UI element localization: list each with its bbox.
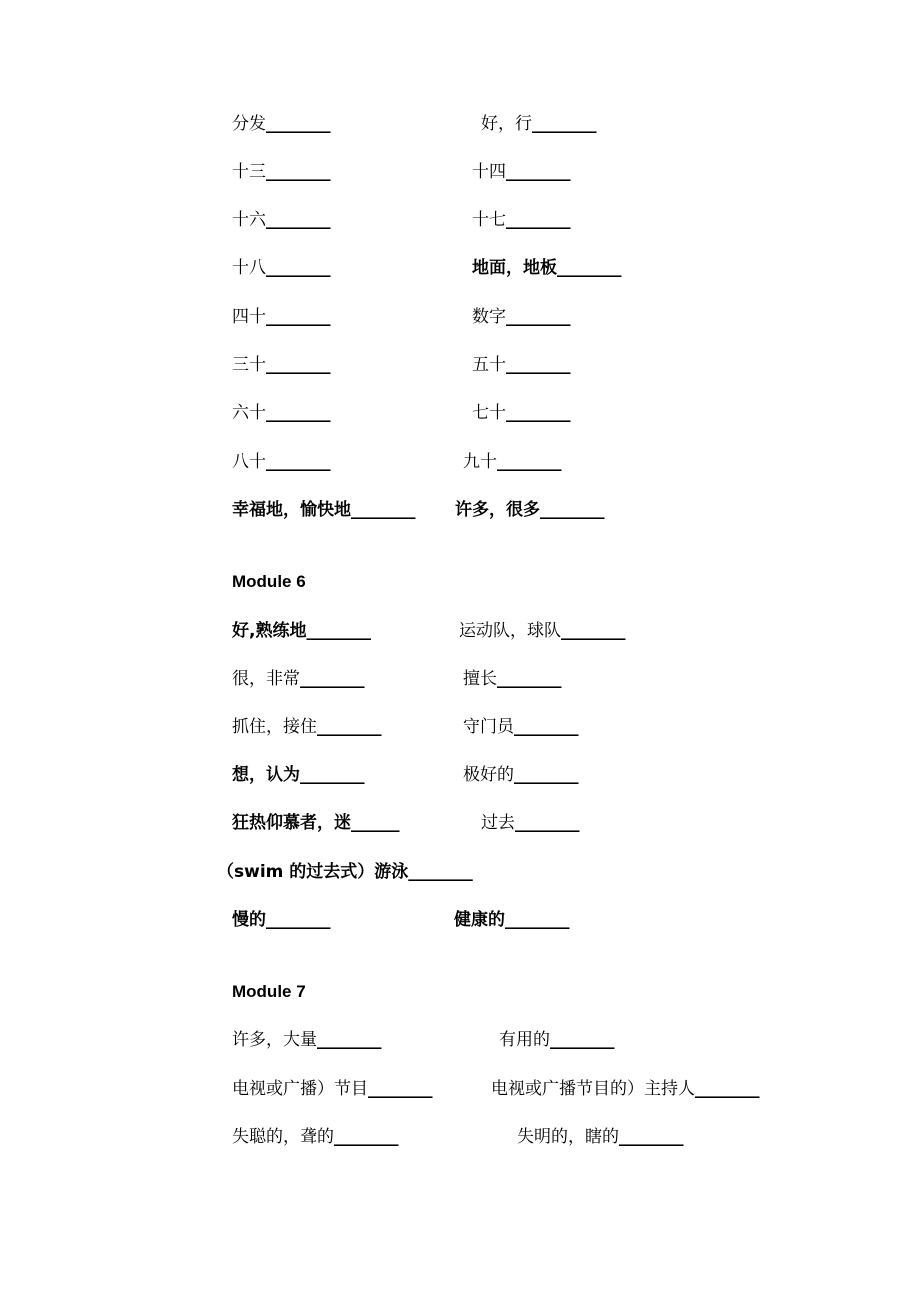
vocab-prompt: 分发 [232, 114, 266, 134]
vocab-item [232, 113, 330, 135]
vocab-prompt: 四十 [232, 307, 266, 327]
vocab-item [472, 209, 570, 231]
vocab-prompt: 擅长 [463, 669, 497, 689]
answer-blank[interactable]: ________ [266, 910, 330, 930]
vocab-item [232, 257, 330, 279]
vocab-prompt: 幸福地，愉快地 [232, 500, 351, 520]
vocab-prompt: 失聪的，聋的 [232, 1127, 334, 1147]
vocab-item [232, 620, 370, 642]
answer-blank[interactable]: ________ [561, 621, 625, 641]
answer-blank[interactable]: ________ [695, 1079, 759, 1099]
vocab-prompt: 好,熟练地 [232, 621, 307, 641]
answer-blank[interactable]: ________ [514, 717, 578, 737]
vocab-item [463, 451, 561, 473]
answer-blank[interactable]: ________ [532, 114, 596, 134]
vocab-prompt: 十六 [232, 210, 266, 230]
answer-blank[interactable]: ________ [506, 210, 570, 230]
answer-blank[interactable]: ________ [505, 910, 569, 930]
vocab-prompt: 六十 [232, 403, 266, 423]
vocab-item [481, 113, 596, 135]
answer-blank[interactable]: ________ [266, 162, 330, 182]
answer-blank[interactable]: ________ [334, 1127, 398, 1147]
answer-blank[interactable]: ________ [317, 717, 381, 737]
answer-blank[interactable]: ________ [557, 258, 621, 278]
answer-blank[interactable]: ________ [266, 307, 330, 327]
answer-blank[interactable]: ________ [300, 765, 364, 785]
answer-blank[interactable]: ________ [515, 813, 579, 833]
vocab-prompt: 三十 [232, 355, 266, 375]
answer-blank[interactable]: ________ [514, 765, 578, 785]
vocab-item [472, 161, 570, 183]
vocab-item [463, 668, 561, 690]
vocab-prompt: 十四 [472, 162, 506, 182]
vocab-item [463, 764, 578, 786]
vocab-prompt: 十七 [472, 210, 506, 230]
answer-blank[interactable]: ________ [266, 452, 330, 472]
answer-blank[interactable]: ________ [266, 355, 330, 375]
vocab-item [232, 668, 364, 690]
vocab-prompt: 想，认为 [232, 765, 300, 785]
vocab-prompt: 有用的 [499, 1030, 550, 1050]
vocab-item [454, 909, 569, 931]
vocab-prompt: 很，非常 [232, 669, 300, 689]
answer-blank[interactable]: ________ [506, 355, 570, 375]
vocab-item [463, 716, 578, 738]
answer-blank[interactable]: ________ [506, 162, 570, 182]
answer-blank[interactable]: ______ [351, 813, 399, 833]
vocab-item [232, 1126, 398, 1148]
vocab-item [232, 716, 381, 738]
answer-blank[interactable]: ________ [506, 307, 570, 327]
vocab-prompt: 数字 [472, 307, 506, 327]
vocab-prompt: 十八 [232, 258, 266, 278]
answer-blank[interactable]: ________ [306, 621, 371, 641]
vocab-prompt: 慢的 [232, 910, 266, 930]
answer-blank[interactable]: ________ [540, 500, 604, 520]
vocab-prompt: 运动队，球队 [459, 621, 561, 641]
vocab-prompt: 守门员 [463, 717, 514, 737]
answer-blank[interactable]: ________ [550, 1030, 614, 1050]
vocab-prompt: 极好的 [463, 765, 514, 785]
answer-blank[interactable]: ________ [497, 452, 561, 472]
answer-blank[interactable]: ________ [408, 862, 473, 882]
vocab-item [491, 1078, 759, 1100]
vocab-prompt: 十三 [232, 162, 266, 182]
vocab-prompt: 好，行 [481, 114, 532, 134]
vocab-prompt: 健康的 [454, 910, 505, 930]
vocab-item [472, 306, 570, 328]
vocab-item [517, 1126, 683, 1148]
vocab-item [455, 499, 604, 521]
vocab-prompt: 许多，大量 [232, 1030, 317, 1050]
vocab-item [217, 861, 472, 883]
vocab-item [459, 620, 625, 642]
answer-blank[interactable]: ________ [266, 114, 330, 134]
module-6-heading: Module 6 [232, 572, 306, 591]
vocab-item [232, 451, 330, 473]
answer-blank[interactable]: ________ [317, 1030, 381, 1050]
vocab-prompt: 许多，很多 [455, 500, 540, 520]
vocab-prompt: 七十 [472, 403, 506, 423]
vocab-item [472, 402, 570, 424]
vocab-item [499, 1029, 614, 1051]
answer-blank[interactable]: ________ [368, 1079, 432, 1099]
vocab-prompt: 狂热仰慕者，迷 [232, 813, 351, 833]
answer-blank[interactable]: ________ [351, 500, 415, 520]
answer-blank[interactable]: ________ [497, 669, 561, 689]
answer-blank[interactable]: ________ [266, 210, 330, 230]
vocab-item [232, 499, 415, 521]
vocab-prompt: （swim 的过去式）游泳 [217, 862, 409, 882]
vocab-item [481, 812, 579, 834]
vocab-prompt: 地面，地板 [472, 258, 557, 278]
vocab-item [232, 764, 364, 786]
vocab-prompt: 八十 [232, 452, 266, 472]
vocab-item [232, 161, 330, 183]
answer-blank[interactable]: ________ [266, 258, 330, 278]
vocab-item [232, 209, 330, 231]
vocab-item [232, 402, 330, 424]
vocab-item [232, 354, 330, 376]
vocab-prompt: 九十 [463, 452, 497, 472]
vocab-item [232, 306, 330, 328]
vocab-prompt: 电视或广播节目的）主持人 [491, 1079, 695, 1099]
vocab-item [232, 1029, 381, 1051]
vocab-item [472, 257, 621, 279]
module-7-heading: Module 7 [232, 982, 306, 1001]
vocab-prompt: 失明的，瞎的 [517, 1127, 619, 1147]
vocab-prompt: 过去 [481, 813, 515, 833]
answer-blank[interactable]: ________ [300, 669, 364, 689]
answer-blank[interactable]: ________ [619, 1127, 683, 1147]
vocab-prompt: 抓住，接住 [232, 717, 317, 737]
vocab-prompt: 五十 [472, 355, 506, 375]
vocab-item [232, 1078, 432, 1100]
answer-blank[interactable]: ________ [506, 403, 570, 423]
vocab-item [232, 812, 399, 834]
answer-blank[interactable]: ________ [266, 403, 330, 423]
vocab-item [472, 354, 570, 376]
vocab-prompt: 电视或广播）节目 [232, 1079, 368, 1099]
vocab-item [232, 909, 330, 931]
